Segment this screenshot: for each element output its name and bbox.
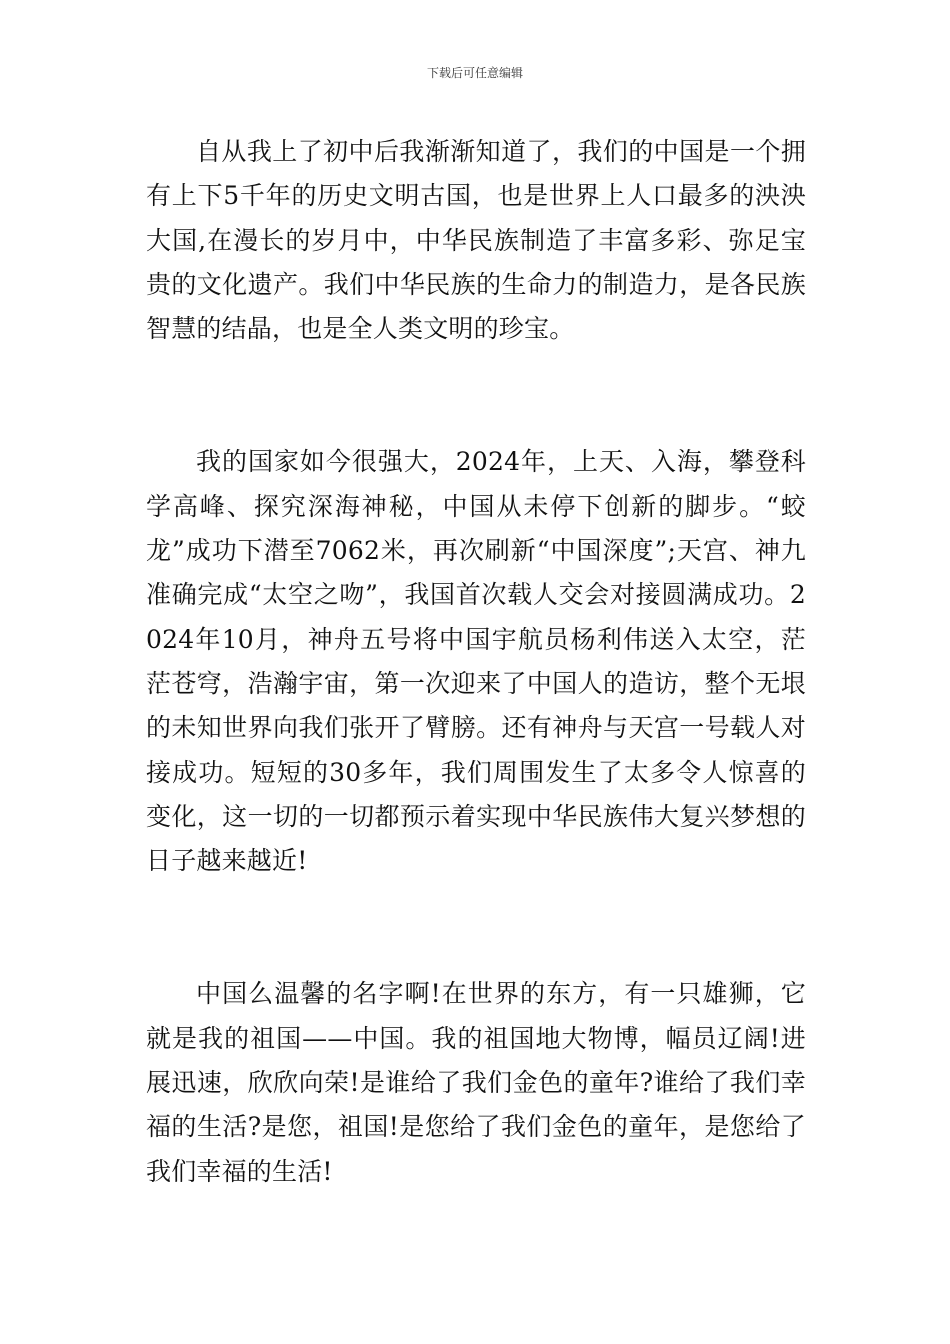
document-body: [146, 130, 806, 1194]
paragraph-1: 自从我上了初中后我渐渐知道了，我们的中国是一个拥有上下5千年的历史文明古国，也是世界上人口最多的泱泱大国,在漫长的岁月中，中华民族制造了丰富多彩、弥足宝贵的文化遗产。我们中华民族的生命力的制造力，是各民族智慧的结晶，也是全人类文明的珍宝。: [146, 137, 806, 344]
paragraph-2: 我的国家如今很强大，2024年，上天、入海，攀登科学高峰、探究深海神秘，中国从未停下创新的脚步。“蛟龙”成功下潜至7062米，再次刷新“中国深度”;天宫、神九准确完成“太空之吻”，我国首次载人交会对接圆满成功。2024年10月，神舟五号将中国宇航员杨利伟送入太空，茫茫苍穹，浩瀚宇宙，第一次迎来了中国人的造访，整个无垠的未知世界向我们张开了臂膀。还有神舟与天宫一号载人对接成功。短短的30多年，我们周围发生了太多令人惊喜的变化，这一切的一切都预示着实现中华民族伟大复兴梦想的日子越来越近!: [146, 447, 806, 876]
paragraph-3: 中国么温馨的名字啊!在世界的东方，有一只雄狮，它就是我的祖国——中国。我的祖国地大物博，幅员辽阔!进展迅速，欣欣向荣!是谁给了我们金色的童年?谁给了我们幸福的生活?是您，祖国!是您给了我们金色的童年，是您给了我们幸福的生活!: [146, 979, 806, 1186]
page-header-note: 下载后可任意编辑: [426, 66, 523, 80]
